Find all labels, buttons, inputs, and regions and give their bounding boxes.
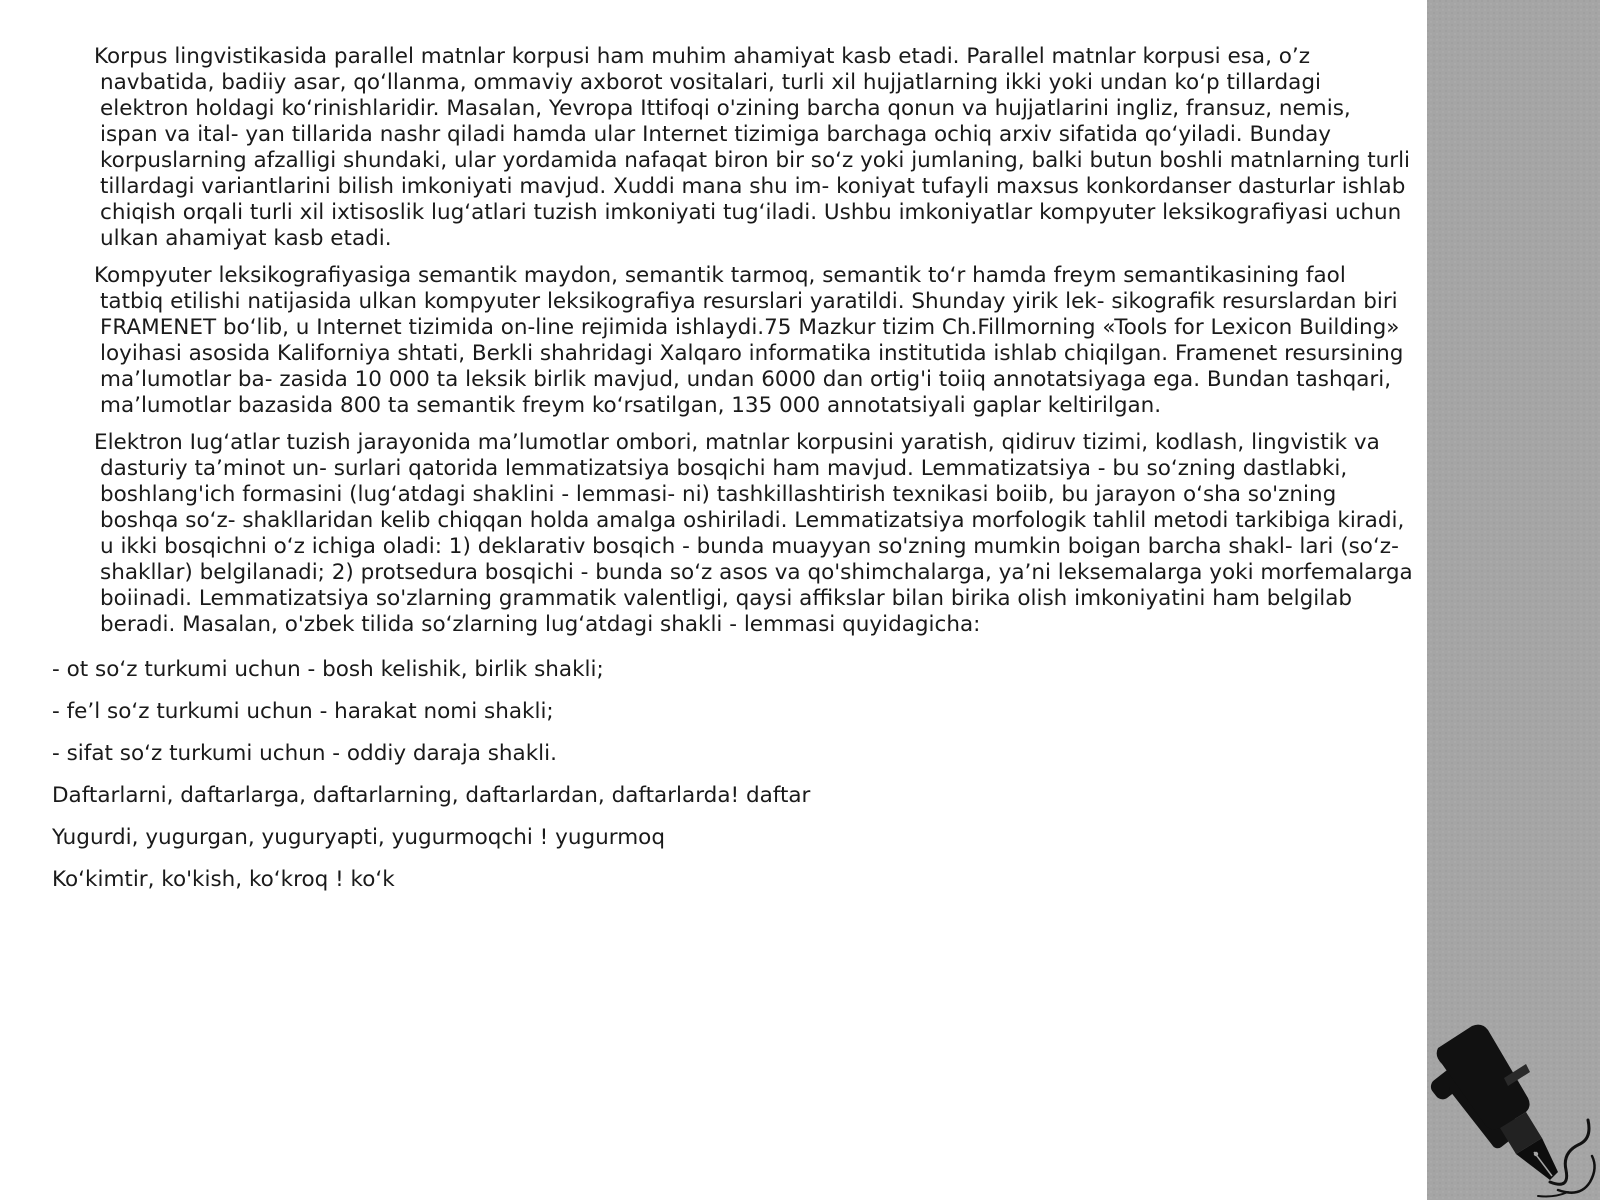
example-daftar: Daftarlarni, daftarlarga, daftarlarning, daftarlardan, daftarlarda! daftar xyxy=(52,783,811,808)
example-yugurmoq: Yugurdi, yugurgan, yuguryapti, yugurmoqchi ! yugurmoq xyxy=(52,825,665,850)
paragraph-lemmatization: Elektron Iug‘atlar tuzish jarayonida ma’lumotlar ombori, matnlar korpusini yaratish, qidiruv tizimi, kodlash, lingvistik va dasturiy ta’minot un- surlari qatorida lemmatizatsiya bosqichi ham mavjud. Lemmatizatsiya - bu so‘zning dastlabki, boshlang'ich formasini (lug‘atdagi shaklini - lemmasi- ni) tashkillashtirish texnikasi boiib, bu jarayon o‘sha so'zning boshqa so‘z- shakllaridan kelib chiqqan holda amalga oshiriladi. Lemmatizatsiya morfologik tahlil metodi tarkibiga kiradi, u ikki bosqichni o‘z ichiga oladi: 1) deklarativ bosqich - bunda muayyan so'zning mumkin boigan barcha shakl- lari (so‘z-shakllar) belgilanadi; 2) protsedura bosqichi - bunda so‘z asos va qo'shimchalarga, ya’ni leksemalarga yoki morfemalarga boiinadi. Lemmatizatsiya so'zlarning grammatik valentligi, qaysi affikslar bilan birika olish imkoniyatini ham belgilab beradi. Masalan, o'zbek tilida so‘zlarning lug‘atdagi shakli - lemmasi quyidagicha: xyxy=(94,430,1413,637)
slide-text-body xyxy=(52,44,1414,901)
example-kok: Ko‘kimtir, ko'kish, ko‘kroq ! ko‘k xyxy=(52,867,395,892)
paragraph-parallel-corpus: Korpus lingvistikasida parallel matnlar korpusi ham muhim ahamiyat kasb etadi. Parallel matnlar korpusi esa, o’z navbatida, badiiy asar, qo‘llanma, ommaviy axborot vositalari, turli xil hujjatlarning ikki yoki undan ko‘p tillardagi elektron holdagi ko‘rinishlaridir. Masalan, Yevropa Ittifoqi o'zining barcha qonun va hujjatlarini ingliz, fransuz, nemis, ispan va ital- yan tillarida nashr qiladi hamda ular Internet tizimiga barchaga ochiq arxiv sifatida qo‘yiladi. Bunday korpuslarning afzalligi shundaki, ular yordamida nafaqat biron bir so‘z yoki jumlaning, balki butun boshli matnlarning turli tillardagi variantlarini bilish imkoniyati mavjud. Xuddi mana shu im- koniyat tufayli maxsus konkordanser dasturlar ishlab chiqish orqali turli xil ixtisoslik lug‘atlari tuzish imkoniyati tug‘iladi. Ushbu imkoniyatlar kompyuter leksikografiyasi uchun ulkan ahamiyat kasb etadi. xyxy=(94,44,1411,251)
paragraph-framenet: Kompyuter leksikografiyasiga semantik maydon, semantik tarmoq, semantik to‘r hamda freym semantikasining faol tatbiq etilishi natijasida ulkan kompyuter leksikografiya resurslari yaratildi. Shunday yirik lek- sikografik resurslardan biri FRAMENET bo‘lib, u Internet tizimida on-line rejimida ishlaydi.75 Mazkur tizim Ch.Fillmorning «Tools for Lexicon Building» loyihasi asosida Kaliforniya shtati, Berkli shahridagi Xalqaro informatika institutida ishlab chiqilgan. Framenet resursining ma’lumotlar ba- zasida 10 000 ta leksik birlik mavjud, undan 6000 dan ortig'i toiiq annotatsiyaga ega. Bundan tashqari, ma’lumotlar bazasida 800 ta semantik freym ko‘rsatilgan, 135 000 annotatsiyali gaplar keltirilgan. xyxy=(94,263,1404,418)
fountain-pen-icon xyxy=(1430,1020,1600,1200)
list-item-adjective: - sifat so‘z turkumi uchun - oddiy daraja shakli. xyxy=(52,741,557,766)
list-item-verb: - fe’l so‘z turkumi uchun - harakat nomi shakli; xyxy=(52,699,554,724)
list-item-noun: - ot so‘z turkumi uchun - bosh kelishik, birlik shakli; xyxy=(52,657,604,682)
